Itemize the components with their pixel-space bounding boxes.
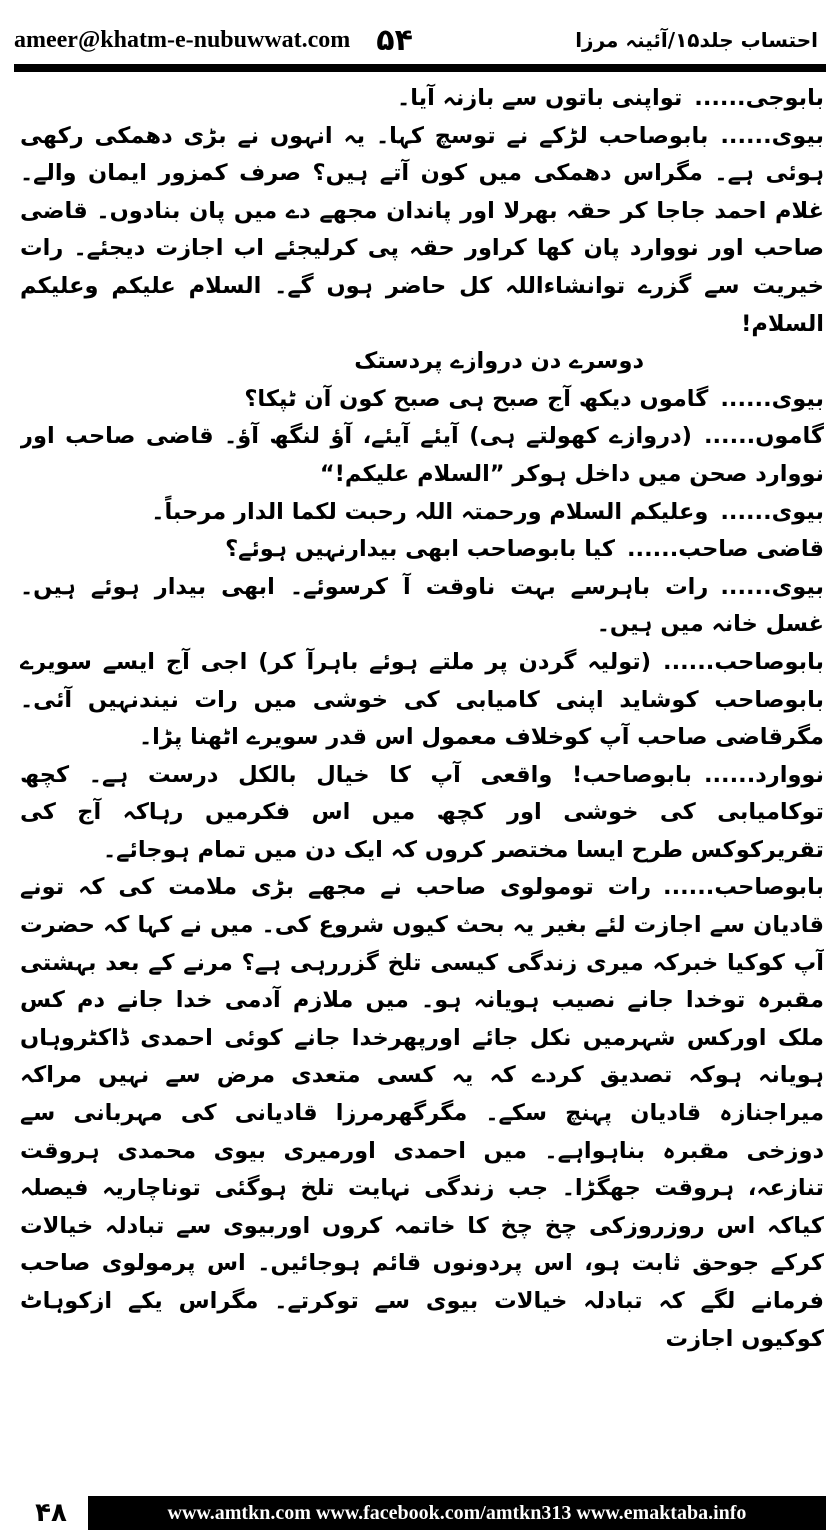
paragraph — [20, 118, 824, 344]
paragraph-text: تواپنی باتوں سے بازنہ آیا۔ — [397, 85, 683, 111]
speaker-label: قاضی صاحب...... — [626, 536, 824, 563]
paragraph-text: رات باہرسے بہت ناوقت آ کرسوئے۔ ابھی بیدار ہوئے ہیں۔ غسل خانہ میں ہیں۔ — [20, 573, 824, 638]
page-footer — [14, 1496, 826, 1530]
speaker-label: بابوجی...... — [694, 85, 824, 111]
header-email[interactable]: ameer@khatm-e-nubuwwat.com — [14, 26, 351, 53]
speaker-label: بیوی...... — [720, 498, 824, 525]
book-title: احتساب جلد۱۵/آئینہ مرزا — [575, 28, 818, 52]
paragraph-text: وعلیکم السلام ورحمتہ اللہ رحبت لکما الدار مرحباً۔ — [151, 498, 709, 525]
header-divider — [14, 64, 826, 72]
header-left — [14, 23, 413, 58]
section-heading — [20, 343, 824, 381]
speaker-label: بیوی...... — [720, 385, 824, 412]
paragraph — [20, 494, 824, 532]
speaker-label: بابوصاحب...... — [663, 648, 824, 675]
paragraph-text: (تولیہ گردن پر ملتے ہوئے باہرآ کر) اجی آج ایسے سویرے بابوصاحب کوشاید اپنی کامیابی کی خوشی میں رات نیندنہیں آئی۔ مگرقاضی صاحب آپ کوخلاف معمول اس قدر سویرے اٹھنا پڑا۔ — [20, 648, 824, 751]
speaker-label: بیوی...... — [720, 122, 824, 149]
page-body — [20, 80, 824, 1490]
paragraph — [20, 644, 824, 757]
paragraph-text: رات تومولوی صاحب نے مجھے بڑی ملامت کی کہ تونے قادیان سے اجازت لئے بغیر یہ بحث کیوں شروع کی۔ میں نے کہا کہ حضرت آپ کوکیا خبرکہ میری زندگی کیسی تلخ گزررہی ہے؟ مرنے کے بعد بہشتی مقبرہ توخدا جانے نصیب ہویانہ ہو۔ میں ملازم آدمی خدا جانے دم کس ملک اورکس شہرمیں نکل جائے اورپھرخدا جانے کوئی احمدی ڈاکٹروہاں ہویانہ ہوکہ تصدیق کردے کہ یہ کسی متعدی مرض سے نہیں مراکہ میراجنازہ قادیان پہنچ سکے۔ مگرگھرمرزا قادیانی کی مہربانی سے دوزخی مقبرہ بناہواہے۔ میں احمدی اورمیری بیوی محمدی ہروقت تنازعہ، ہروقت جھگڑا۔ جب زندگی نہایت تلخ ہوگئی توناچاریہ فیصلہ کیاکہ اس روزروزکی چخ چخ کا خاتمہ کروں اوربیوی سے تبادلہ خیالات کرکے جوحق ثابت ہو، اس پردونوں قائم ہوجائیں۔ اس پرمولوی صاحب فرمانے لگے کہ تبادلہ خیالات بیوی سے توکرتے۔ مگراس یکے ازکوہاٹ کوکیوں اجازت — [20, 874, 824, 1352]
paragraph — [20, 418, 824, 493]
paragraph-text: بابوصاحب لڑکے نے توسچ کہا۔ یہ انہوں نے بڑی دھمکی رکھی ہوئی ہے۔ مگراس دھمکی میں کون آتے ہیں؟ صرف کمزور ایمان والے۔ غلام احمد جاجا کر حقہ بھرلا اور پاندان مجھے دے میں پان بنادوں۔ قاضی صاحب اور نووارد پان کھا کراور حقہ پی کرلیجئے اب اجازت دیجئے۔ رات خیریت سے گزرے توانشاءاللہ کل حاضر ہوں گے۔ السلام علیکم وعلیکم السلام! — [20, 122, 824, 337]
footer-links[interactable]: www.amtkn.com www.facebook.com/amtkn313 www.emaktaba.info — [88, 1496, 826, 1530]
speaker-label: بابوصاحب...... — [663, 874, 824, 901]
speaker-label: بیوی...... — [720, 573, 824, 600]
paragraph — [20, 531, 824, 569]
speaker-label: نووارد...... — [703, 761, 824, 788]
footer-page-number: ۴۸ — [35, 1498, 67, 1528]
paragraph — [20, 80, 824, 118]
paragraph-text: گاموں دیکھ آج صبح ہی صبح کون آن ٹپکا؟ — [244, 385, 709, 412]
paragraph — [20, 569, 824, 644]
paragraph — [20, 757, 824, 870]
page-header — [14, 18, 826, 62]
paragraph-text: کیا بابوصاحب ابھی بیدارنہیں ہوئے؟ — [225, 536, 615, 563]
paragraph-text: بابوصاحب! واقعی آپ کا خیال بالکل درست ہے۔ کچھ توکامیابی کی خوشی اور کچھ میں اس فکرمیں رہاکہ آج کی تقریرکوکس طرح ایسا مختصر کروں کہ ایک دن میں تمام ہوجائے۔ — [20, 761, 824, 863]
heading-text: دوسرے دن دروازے پردستک — [354, 348, 644, 375]
paragraph — [20, 869, 824, 1358]
paragraph-text: (دروازے کھولتے ہی) آیئے آیئے، آؤ لنگھ آؤ۔ قاضی صاحب اور نووارد صحن میں داخل ہوکر ”السلام علیکم!“ — [20, 423, 824, 487]
header-page-number: ۵۴ — [376, 22, 413, 58]
speaker-label: گاموں...... — [703, 423, 824, 450]
paragraph — [20, 381, 824, 419]
